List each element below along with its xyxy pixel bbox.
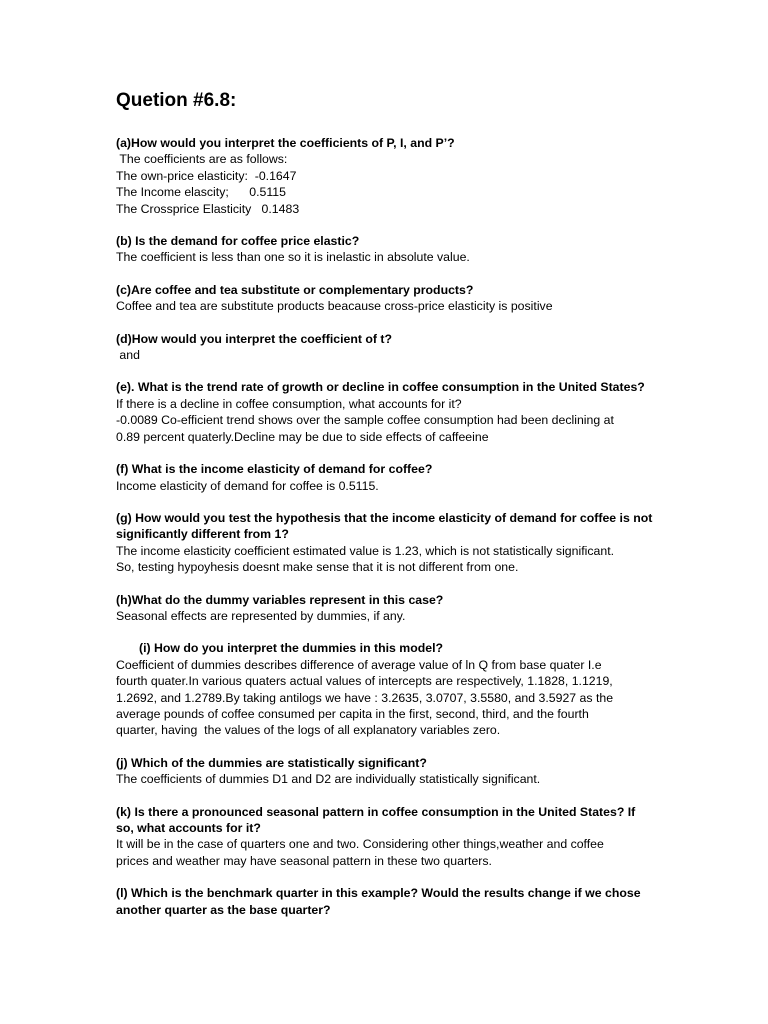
answer-line: The coefficients are as follows: — [116, 152, 288, 167]
question-text: (h)What do the dummy variables represent in this case? — [116, 592, 444, 607]
question-section — [116, 804, 656, 870]
answer-line: fourth quater.In various quaters actual values of intercepts are respectively, 1.1828, 1.1219, — [116, 674, 613, 689]
question-section — [116, 331, 656, 364]
answer-line: The own-price elasticity: -0.1647 — [116, 168, 297, 183]
answer-line: Seasonal effects are represented by dummies, if any. — [116, 608, 406, 623]
question-text: (k) Is there a pronounced seasonal pattern in coffee consumption in the United States? If so, what accounts for it? — [116, 804, 636, 835]
question-section — [116, 461, 656, 494]
answer-line: quarter, having the values of the logs of all explanatory variables zero. — [116, 723, 501, 738]
answer-line: It will be in the case of quarters one and two. Considering other things,weather and coffee — [116, 837, 604, 852]
answer-line: If there is a decline in coffee consumption, what accounts for it? — [116, 396, 462, 411]
question-text: (e). What is the trend rate of growth or decline in coffee consumption in the United States? — [116, 380, 645, 395]
question-text: (a)How would you interpret the coefficients of P, I, and P’? — [116, 136, 455, 150]
question-text: (l) Which is the benchmark quarter in this example? Would the results change if we chose another quarter as the base quarter? — [116, 886, 641, 917]
document-page — [116, 88, 656, 934]
answer-line: The Income elascity; 0.5115 — [116, 185, 286, 200]
question-text: (i) How do you interpret the dummies in this model? — [139, 641, 444, 656]
answer-line: So, testing hypoyhesis doesnt make sense that it is not different from one. — [116, 560, 519, 575]
answer-line: average pounds of coffee consumed per capita in the first, second, third, and the fourth — [116, 706, 589, 721]
answer-line: The income elasticity coefficient estimated value is 1.23, which is not statistically significant. — [116, 543, 615, 558]
answer-line: Coefficient of dummies describes difference of average value of ln Q from base quater I.e — [116, 657, 602, 672]
question-section — [116, 592, 656, 625]
answer-line: 1.2692, and 1.2789.By taking antilogs we have : 3.2635, 3.0707, 3.5580, and 3.5927 as the — [116, 690, 614, 705]
question-section — [116, 379, 656, 445]
question-text: (f) What is the income elasticity of demand for coffee? — [116, 462, 433, 477]
question-text: (d)How would you interpret the coefficient of t? — [116, 331, 392, 346]
answer-line: The coefficients of dummies D1 and D2 are individually statistically significant. — [116, 772, 541, 787]
answer-line: and — [116, 348, 140, 363]
question-text: (b) Is the demand for coffee price elastic? — [116, 234, 360, 249]
page-title: Quetion #6.8: — [116, 90, 237, 111]
question-section — [116, 282, 656, 315]
question-section — [116, 135, 656, 217]
answer-line: -0.0089 Co-efficient trend shows over the sample coffee consumption had been declining at — [116, 413, 614, 428]
question-text: (j) Which of the dummies are statistically significant? — [116, 755, 427, 770]
answer-line: 0.89 percent quaterly.Decline may be due to side effects of caffeeine — [116, 429, 489, 444]
answer-line: prices and weather may have seasonal pattern in these two quarters. — [116, 853, 492, 868]
answer-line: The Crossprice Elasticity 0.1483 — [116, 201, 300, 216]
question-text: (g) How would you test the hypothesis that the income elasticity of demand for coffee is not significantly different from 1? — [116, 510, 653, 542]
question-text: (c)Are coffee and tea substitute or complementary products? — [116, 282, 474, 297]
question-section — [116, 885, 656, 918]
answer-line: Income elasticity of demand for coffee is 0.5115. — [116, 478, 379, 493]
question-list — [116, 135, 656, 918]
answer-line: The coefficient is less than one so it is inelastic in absolute value. — [116, 250, 470, 265]
question-section — [116, 233, 656, 266]
answer-line: Coffee and tea are substitute products beacause cross-price elasticity is positive — [116, 299, 553, 314]
question-section — [116, 640, 656, 738]
question-section — [116, 755, 656, 788]
question-section — [116, 510, 656, 576]
